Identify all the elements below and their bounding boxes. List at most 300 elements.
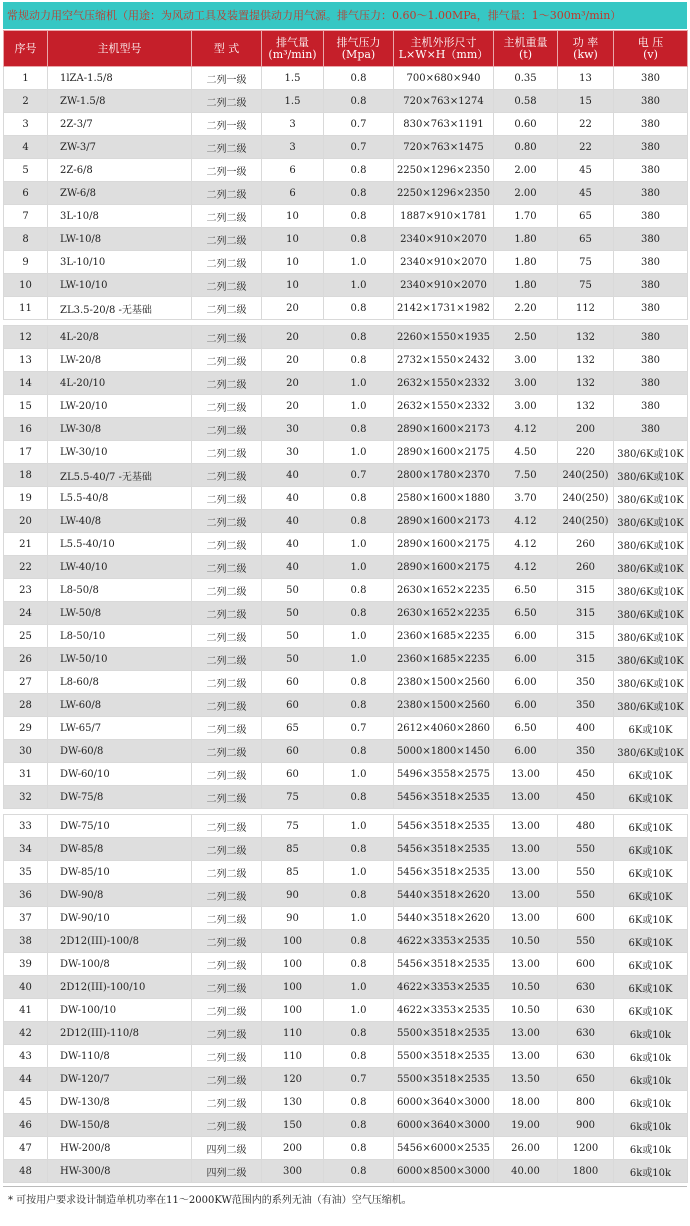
table-row <box>4 326 688 349</box>
table-row <box>4 90 688 113</box>
table-row <box>4 717 688 740</box>
cell-power: 600 <box>558 953 614 976</box>
cell-displacement: 50 <box>262 579 324 602</box>
cell-power: 260 <box>558 533 614 556</box>
table-row <box>4 159 688 182</box>
cell-index: 9 <box>4 251 48 274</box>
cell-pressure: 0.8 <box>324 510 394 533</box>
cell-model: 4L-20/8 <box>48 326 192 349</box>
cell-displacement: 6 <box>262 182 324 205</box>
cell-pressure: 0.7 <box>324 113 394 136</box>
cell-displacement: 110 <box>262 1022 324 1045</box>
cell-power: 550 <box>558 884 614 907</box>
cell-index: 17 <box>4 441 48 464</box>
cell-model: DW-75/10 <box>48 815 192 838</box>
cell-dimensions: 720×763×1475 <box>394 136 494 159</box>
table-row <box>4 930 688 953</box>
cell-dimensions: 2890×1600×2175 <box>394 556 494 579</box>
cell-type: 二列二级 <box>192 625 262 648</box>
cell-pressure: 0.8 <box>324 1137 394 1160</box>
cell-weight: 0.35 <box>494 67 558 90</box>
cell-model: DW-100/8 <box>48 953 192 976</box>
cell-model: 2Z-6/8 <box>48 159 192 182</box>
cell-power: 315 <box>558 602 614 625</box>
cell-dimensions: 2890×1600×2173 <box>394 418 494 441</box>
cell-pressure: 0.7 <box>324 136 394 159</box>
cell-model: DW-120/7 <box>48 1068 192 1091</box>
cell-model: LW-20/10 <box>48 395 192 418</box>
cell-pressure: 1.0 <box>324 861 394 884</box>
cell-displacement: 40 <box>262 464 324 487</box>
header-displacement: 排气量 (m³/min) <box>262 31 324 67</box>
cell-power: 350 <box>558 671 614 694</box>
table-row <box>4 251 688 274</box>
cell-voltage: 6K或10K <box>614 907 688 930</box>
cell-weight: 13.00 <box>494 786 558 809</box>
table-row <box>4 579 688 602</box>
cell-type: 二列二级 <box>192 930 262 953</box>
cell-model: L8-50/8 <box>48 579 192 602</box>
cell-weight: 13.00 <box>494 815 558 838</box>
table-row <box>4 1137 688 1160</box>
header-row <box>4 31 688 67</box>
cell-pressure: 0.7 <box>324 464 394 487</box>
cell-index: 29 <box>4 717 48 740</box>
table-row <box>4 182 688 205</box>
cell-weight: 10.50 <box>494 999 558 1022</box>
cell-index: 2 <box>4 90 48 113</box>
cell-voltage: 380/6K或10K <box>614 464 688 487</box>
cell-weight: 6.00 <box>494 625 558 648</box>
cell-pressure: 0.8 <box>324 228 394 251</box>
cell-displacement: 10 <box>262 228 324 251</box>
cell-model: 1lZA-1.5/8 <box>48 67 192 90</box>
cell-power: 65 <box>558 205 614 228</box>
table-row <box>4 740 688 763</box>
cell-dimensions: 5500×3518×2535 <box>394 1022 494 1045</box>
cell-voltage: 6K或10K <box>614 976 688 999</box>
cell-type: 二列二级 <box>192 1022 262 1045</box>
cell-type: 二列二级 <box>192 90 262 113</box>
cell-displacement: 130 <box>262 1091 324 1114</box>
cell-dimensions: 2890×1600×2173 <box>394 510 494 533</box>
cell-displacement: 300 <box>262 1160 324 1183</box>
cell-pressure: 0.8 <box>324 67 394 90</box>
table-row <box>4 67 688 90</box>
cell-dimensions: 6000×8500×3000 <box>394 1160 494 1183</box>
cell-weight: 1.70 <box>494 205 558 228</box>
cell-power: 630 <box>558 1022 614 1045</box>
cell-type: 二列二级 <box>192 861 262 884</box>
table-row <box>4 625 688 648</box>
cell-pressure: 1.0 <box>324 763 394 786</box>
cell-dimensions: 2580×1600×1880 <box>394 487 494 510</box>
cell-weight: 6.00 <box>494 694 558 717</box>
cell-model: ZL5.5-40/7 -无基础 <box>48 464 192 487</box>
cell-model: L5.5-40/10 <box>48 533 192 556</box>
cell-power: 650 <box>558 1068 614 1091</box>
cell-pressure: 0.8 <box>324 349 394 372</box>
cell-model: ZL3.5-20/8 -无基础 <box>48 297 192 320</box>
cell-voltage: 6K或10K <box>614 717 688 740</box>
cell-voltage: 380 <box>614 113 688 136</box>
cell-power: 132 <box>558 395 614 418</box>
cell-index: 18 <box>4 464 48 487</box>
cell-index: 19 <box>4 487 48 510</box>
cell-pressure: 0.8 <box>324 487 394 510</box>
cell-dimensions: 2732×1550×2432 <box>394 349 494 372</box>
cell-model: HW-300/8 <box>48 1160 192 1183</box>
cell-index: 46 <box>4 1114 48 1137</box>
cell-index: 44 <box>4 1068 48 1091</box>
cell-model: ZW-1.5/8 <box>48 90 192 113</box>
cell-dimensions: 720×763×1274 <box>394 90 494 113</box>
cell-voltage: 380 <box>614 136 688 159</box>
cell-voltage: 6K或10K <box>614 786 688 809</box>
cell-model: LW-65/7 <box>48 717 192 740</box>
cell-voltage: 380/6K或10K <box>614 441 688 464</box>
cell-model: DW-130/8 <box>48 1091 192 1114</box>
cell-power: 480 <box>558 815 614 838</box>
table-row <box>4 694 688 717</box>
cell-index: 42 <box>4 1022 48 1045</box>
cell-type: 二列二级 <box>192 717 262 740</box>
cell-weight: 4.12 <box>494 556 558 579</box>
cell-model: LW-30/8 <box>48 418 192 441</box>
cell-index: 45 <box>4 1091 48 1114</box>
cell-displacement: 40 <box>262 510 324 533</box>
cell-pressure: 0.8 <box>324 418 394 441</box>
cell-index: 10 <box>4 274 48 297</box>
cell-voltage: 380 <box>614 372 688 395</box>
cell-power: 630 <box>558 976 614 999</box>
cell-dimensions: 2632×1550×2332 <box>394 372 494 395</box>
cell-voltage: 380 <box>614 228 688 251</box>
cell-model: LW-50/10 <box>48 648 192 671</box>
cell-type: 二列二级 <box>192 395 262 418</box>
cell-dimensions: 4622×3353×2535 <box>394 976 494 999</box>
cell-voltage: 380/6K或10K <box>614 533 688 556</box>
table-row <box>4 907 688 930</box>
cell-displacement: 85 <box>262 861 324 884</box>
cell-displacement: 60 <box>262 740 324 763</box>
table-row <box>4 976 688 999</box>
cell-pressure: 0.8 <box>324 884 394 907</box>
table-row <box>4 556 688 579</box>
table-row <box>4 1160 688 1183</box>
cell-model: ZW-6/8 <box>48 182 192 205</box>
cell-type: 二列二级 <box>192 136 262 159</box>
header-model: 主机型号 <box>48 31 192 67</box>
cell-pressure: 0.8 <box>324 297 394 320</box>
cell-voltage: 6K或10K <box>614 815 688 838</box>
cell-displacement: 50 <box>262 602 324 625</box>
cell-power: 240(250) <box>558 487 614 510</box>
cell-power: 75 <box>558 251 614 274</box>
cell-type: 二列二级 <box>192 602 262 625</box>
cell-pressure: 1.0 <box>324 274 394 297</box>
cell-dimensions: 2260×1550×1935 <box>394 326 494 349</box>
cell-dimensions: 2632×1550×2332 <box>394 395 494 418</box>
cell-displacement: 30 <box>262 418 324 441</box>
cell-displacement: 20 <box>262 395 324 418</box>
cell-power: 900 <box>558 1114 614 1137</box>
cell-power: 550 <box>558 861 614 884</box>
cell-pressure: 1.0 <box>324 556 394 579</box>
cell-pressure: 0.8 <box>324 1022 394 1045</box>
cell-displacement: 60 <box>262 763 324 786</box>
cell-type: 二列一级 <box>192 113 262 136</box>
cell-displacement: 1.5 <box>262 90 324 113</box>
cell-weight: 6.50 <box>494 602 558 625</box>
table-row <box>4 602 688 625</box>
cell-dimensions: 2890×1600×2175 <box>394 533 494 556</box>
cell-model: DW-100/10 <box>48 999 192 1022</box>
cell-weight: 1.80 <box>494 228 558 251</box>
footnote-divider <box>3 1186 687 1187</box>
cell-index: 11 <box>4 297 48 320</box>
cell-voltage: 380/6K或10K <box>614 694 688 717</box>
cell-pressure: 1.0 <box>324 625 394 648</box>
cell-dimensions: 2380×1500×2560 <box>394 694 494 717</box>
cell-voltage: 380/6K或10K <box>614 510 688 533</box>
cell-weight: 4.12 <box>494 533 558 556</box>
cell-voltage: 380 <box>614 182 688 205</box>
cell-model: DW-150/8 <box>48 1114 192 1137</box>
cell-type: 二列二级 <box>192 579 262 602</box>
cell-displacement: 100 <box>262 999 324 1022</box>
cell-displacement: 50 <box>262 648 324 671</box>
cell-displacement: 65 <box>262 717 324 740</box>
cell-weight: 13.00 <box>494 907 558 930</box>
table-row <box>4 510 688 533</box>
cell-weight: 6.00 <box>494 648 558 671</box>
cell-index: 37 <box>4 907 48 930</box>
cell-dimensions: 2340×910×2070 <box>394 251 494 274</box>
cell-displacement: 60 <box>262 671 324 694</box>
cell-index: 35 <box>4 861 48 884</box>
cell-model: LW-10/10 <box>48 274 192 297</box>
cell-weight: 3.00 <box>494 395 558 418</box>
compressor-spec-table <box>3 30 688 1183</box>
cell-voltage: 6K或10K <box>614 930 688 953</box>
table-row <box>4 953 688 976</box>
cell-weight: 13.00 <box>494 1045 558 1068</box>
cell-type: 二列二级 <box>192 953 262 976</box>
cell-power: 45 <box>558 182 614 205</box>
cell-dimensions: 830×763×1191 <box>394 113 494 136</box>
cell-index: 30 <box>4 740 48 763</box>
cell-model: LW-50/8 <box>48 602 192 625</box>
cell-type: 二列二级 <box>192 510 262 533</box>
cell-voltage: 380 <box>614 251 688 274</box>
cell-model: LW-40/8 <box>48 510 192 533</box>
cell-weight: 13.00 <box>494 861 558 884</box>
cell-dimensions: 5500×3518×2535 <box>394 1045 494 1068</box>
cell-pressure: 0.8 <box>324 786 394 809</box>
cell-index: 33 <box>4 815 48 838</box>
cell-weight: 4.50 <box>494 441 558 464</box>
cell-model: L8-50/10 <box>48 625 192 648</box>
table-title: 常规动力用空气压缩机（用途：为风动工具及装置提供动力用气源。排气压力：0.60～1.00MPa，排气量：1～300m³/min） <box>3 2 687 29</box>
cell-dimensions: 6000×3640×3000 <box>394 1114 494 1137</box>
table-row <box>4 1068 688 1091</box>
cell-voltage: 380/6K或10K <box>614 740 688 763</box>
cell-index: 3 <box>4 113 48 136</box>
cell-dimensions: 5456×3518×2535 <box>394 786 494 809</box>
cell-pressure: 0.8 <box>324 740 394 763</box>
cell-pressure: 0.8 <box>324 953 394 976</box>
cell-voltage: 6K或10K <box>614 999 688 1022</box>
cell-power: 65 <box>558 228 614 251</box>
cell-index: 22 <box>4 556 48 579</box>
cell-index: 38 <box>4 930 48 953</box>
cell-pressure: 1.0 <box>324 395 394 418</box>
cell-dimensions: 2340×910×2070 <box>394 274 494 297</box>
table-row <box>4 349 688 372</box>
cell-dimensions: 2340×910×2070 <box>394 228 494 251</box>
cell-pressure: 0.7 <box>324 1068 394 1091</box>
header-dimensions: 主机外形尺寸 L×W×H（mm） <box>394 31 494 67</box>
cell-displacement: 60 <box>262 694 324 717</box>
cell-weight: 6.50 <box>494 717 558 740</box>
cell-type: 二列二级 <box>192 1045 262 1068</box>
cell-displacement: 75 <box>262 786 324 809</box>
cell-power: 240(250) <box>558 464 614 487</box>
cell-voltage: 380 <box>614 326 688 349</box>
cell-index: 27 <box>4 671 48 694</box>
cell-power: 240(250) <box>558 510 614 533</box>
cell-dimensions: 5456×3518×2535 <box>394 838 494 861</box>
cell-displacement: 85 <box>262 838 324 861</box>
cell-type: 四列二级 <box>192 1137 262 1160</box>
cell-index: 1 <box>4 67 48 90</box>
cell-model: LW-10/8 <box>48 228 192 251</box>
cell-type: 二列二级 <box>192 694 262 717</box>
cell-type: 二列二级 <box>192 884 262 907</box>
cell-pressure: 1.0 <box>324 907 394 930</box>
header-index: 序号 <box>4 31 48 67</box>
cell-pressure: 0.8 <box>324 159 394 182</box>
cell-weight: 0.58 <box>494 90 558 113</box>
cell-power: 22 <box>558 136 614 159</box>
cell-type: 二列二级 <box>192 487 262 510</box>
cell-voltage: 380 <box>614 418 688 441</box>
cell-weight: 4.12 <box>494 510 558 533</box>
cell-power: 350 <box>558 740 614 763</box>
cell-type: 二列二级 <box>192 976 262 999</box>
cell-voltage: 6K或10K <box>614 861 688 884</box>
cell-dimensions: 2250×1296×2350 <box>394 182 494 205</box>
cell-dimensions: 5456×3518×2535 <box>394 815 494 838</box>
table-row <box>4 786 688 809</box>
cell-pressure: 1.0 <box>324 441 394 464</box>
table-row <box>4 228 688 251</box>
cell-model: 2D12(III)-110/8 <box>48 1022 192 1045</box>
table-row <box>4 838 688 861</box>
cell-dimensions: 5000×1800×1450 <box>394 740 494 763</box>
cell-model: LW-30/10 <box>48 441 192 464</box>
cell-type: 二列二级 <box>192 556 262 579</box>
table-row <box>4 1022 688 1045</box>
cell-displacement: 20 <box>262 297 324 320</box>
cell-dimensions: 5500×3518×2535 <box>394 1068 494 1091</box>
cell-pressure: 1.0 <box>324 372 394 395</box>
cell-type: 二列二级 <box>192 815 262 838</box>
cell-pressure: 0.8 <box>324 838 394 861</box>
cell-index: 15 <box>4 395 48 418</box>
cell-voltage: 380/6K或10K <box>614 671 688 694</box>
cell-weight: 2.20 <box>494 297 558 320</box>
cell-model: ZW-3/7 <box>48 136 192 159</box>
cell-power: 450 <box>558 786 614 809</box>
cell-dimensions: 6000×3640×3000 <box>394 1091 494 1114</box>
cell-type: 二列二级 <box>192 182 262 205</box>
cell-index: 36 <box>4 884 48 907</box>
cell-weight: 40.00 <box>494 1160 558 1183</box>
table-row <box>4 671 688 694</box>
cell-weight: 2.50 <box>494 326 558 349</box>
cell-model: 3L-10/10 <box>48 251 192 274</box>
cell-power: 315 <box>558 579 614 602</box>
cell-index: 14 <box>4 372 48 395</box>
cell-index: 23 <box>4 579 48 602</box>
cell-dimensions: 2612×4060×2860 <box>394 717 494 740</box>
cell-voltage: 380/6K或10K <box>614 648 688 671</box>
cell-power: 315 <box>558 648 614 671</box>
cell-weight: 10.50 <box>494 930 558 953</box>
cell-voltage: 6K或10K <box>614 884 688 907</box>
cell-weight: 26.00 <box>494 1137 558 1160</box>
cell-index: 28 <box>4 694 48 717</box>
cell-model: L5.5-40/8 <box>48 487 192 510</box>
cell-model: 2D12(III)-100/10 <box>48 976 192 999</box>
cell-pressure: 0.7 <box>324 717 394 740</box>
cell-voltage: 6k或10k <box>614 1091 688 1114</box>
cell-model: DW-85/10 <box>48 861 192 884</box>
cell-model: 2Z-3/7 <box>48 113 192 136</box>
cell-index: 31 <box>4 763 48 786</box>
cell-pressure: 0.8 <box>324 1091 394 1114</box>
cell-type: 二列二级 <box>192 763 262 786</box>
table-row <box>4 884 688 907</box>
cell-pressure: 0.8 <box>324 1045 394 1068</box>
cell-model: L8-60/8 <box>48 671 192 694</box>
cell-voltage: 6K或10K <box>614 838 688 861</box>
cell-weight: 13.00 <box>494 838 558 861</box>
cell-index: 34 <box>4 838 48 861</box>
cell-pressure: 1.0 <box>324 999 394 1022</box>
cell-power: 550 <box>558 930 614 953</box>
cell-pressure: 0.8 <box>324 90 394 113</box>
cell-power: 260 <box>558 556 614 579</box>
cell-weight: 13.00 <box>494 953 558 976</box>
cell-type: 二列二级 <box>192 251 262 274</box>
cell-power: 315 <box>558 625 614 648</box>
cell-dimensions: 5440×3518×2620 <box>394 907 494 930</box>
cell-weight: 6.00 <box>494 740 558 763</box>
cell-index: 43 <box>4 1045 48 1068</box>
cell-model: DW-60/8 <box>48 740 192 763</box>
cell-dimensions: 5456×3518×2535 <box>394 861 494 884</box>
cell-model: LW-40/10 <box>48 556 192 579</box>
cell-model: LW-60/8 <box>48 694 192 717</box>
cell-dimensions: 5456×6000×2535 <box>394 1137 494 1160</box>
cell-weight: 18.00 <box>494 1091 558 1114</box>
cell-type: 二列二级 <box>192 838 262 861</box>
table-row <box>4 1091 688 1114</box>
cell-voltage: 6k或10k <box>614 1137 688 1160</box>
